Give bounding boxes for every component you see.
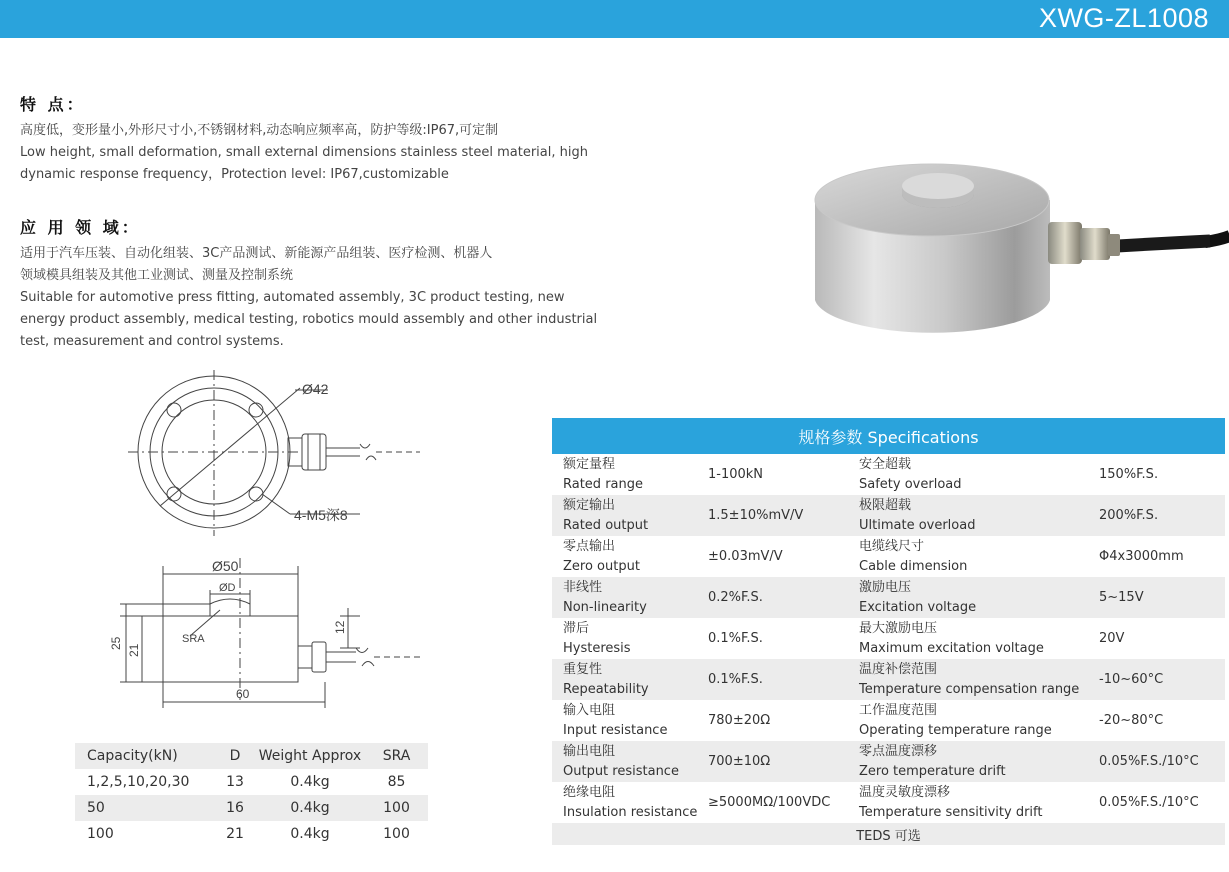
spec-right-label-cn: 极限超载	[859, 497, 912, 513]
col-capacity: Capacity(kN)	[75, 743, 215, 769]
features-line-cn: 高度低，变形量小,外形尺寸小,不锈钢材料,动态响应频率高，防护等级:IP67,可定制	[20, 123, 499, 138]
spec-left-label-en: Non-linearity	[563, 599, 647, 615]
cell: 21	[226, 826, 244, 842]
spec-right-label-en: Excitation voltage	[859, 599, 977, 615]
dim-dia-outer: Ø42	[302, 381, 329, 397]
spec-left-label-cn: 额定输出	[563, 497, 616, 513]
spec-right-label	[859, 536, 1099, 577]
spec-header	[552, 418, 1225, 454]
spec-right-label-en: Operating temperature range	[859, 722, 1052, 738]
dimension-table	[75, 743, 428, 847]
spec-left-value: 0.1%F.S.	[708, 659, 859, 700]
spec-left-label-en: Rated range	[563, 476, 643, 492]
spec-footer	[552, 823, 1225, 845]
spec-left-label-cn: 额定量程	[563, 456, 616, 472]
product-photo	[810, 150, 1229, 350]
spec-right-label	[859, 454, 1099, 495]
dim-h12: 12	[333, 620, 347, 634]
cell: 13	[226, 774, 244, 790]
spec-left-value: 1.5±10%mV/V	[708, 495, 859, 536]
dim-dia-body: Ø50	[212, 558, 239, 574]
spec-right-value: 200%F.S.	[1099, 495, 1225, 536]
spec-right-value: 0.05%F.S./10°C	[1099, 741, 1225, 782]
cell: 1,2,5,10,20,30	[87, 774, 190, 790]
features-line-en-1: Low height, small deformation, small external dimensions stainless steel material, high	[20, 145, 588, 160]
col-weight: Weight Approx	[255, 743, 365, 769]
table-row	[75, 821, 428, 847]
spec-body	[552, 454, 1225, 823]
table-row	[552, 454, 1225, 495]
spec-right-label	[859, 577, 1099, 618]
spec-right-label-en: Safety overload	[859, 476, 962, 492]
spec-right-label-cn: 工作温度范围	[859, 702, 938, 718]
table-row	[552, 577, 1225, 618]
spec-right-label-cn: 电缆线尺寸	[859, 538, 925, 554]
spec-right-value: 150%F.S.	[1099, 467, 1159, 482]
spec-right-label	[859, 782, 1099, 823]
applications-text	[20, 243, 597, 353]
spec-right-label-en: Temperature sensitivity drift	[859, 804, 1043, 820]
table-row	[552, 536, 1225, 577]
dim-dia-d: ØD	[219, 582, 236, 594]
applications-line-en-2: energy product assembly, medical testing, robotics mould assembly and other industrial	[20, 312, 598, 327]
dim-sra: SRA	[182, 633, 205, 645]
col-sra: SRA	[365, 743, 428, 769]
cell: 100	[365, 795, 428, 821]
features-title: 特 点：	[20, 95, 86, 114]
table-row	[552, 700, 1225, 741]
spec-right-label	[859, 741, 1099, 782]
spec-right-value: 5~15V	[1099, 577, 1225, 618]
spec-left-value: 0.2%F.S.	[708, 577, 859, 618]
spec-left-label	[552, 618, 708, 659]
spec-left-value: 0.1%F.S.	[708, 631, 763, 646]
spec-left-label-cn: 非线性	[563, 579, 603, 595]
spec-left-value: ±0.03mV/V	[708, 549, 783, 564]
cell: 85	[387, 774, 406, 790]
spec-right-label-en: Cable dimension	[859, 558, 968, 574]
spec-right-label	[859, 495, 1099, 536]
spec-left-label-en: Output resistance	[563, 763, 679, 779]
spec-left-label-cn: 输入电阻	[563, 702, 616, 718]
spec-right-label-cn: 温度补偿范围	[859, 661, 938, 677]
dimension-table-header	[75, 743, 428, 769]
spec-right-value: 20V	[1099, 631, 1125, 646]
spec-left-label-en: Insulation resistance	[563, 804, 698, 820]
spec-right-label	[859, 618, 1099, 659]
spec-footer-text: TEDS 可选	[552, 823, 1225, 845]
spec-right-label-en: Ultimate overload	[859, 517, 976, 533]
spec-left-label-cn: 零点输出	[563, 538, 616, 554]
spec-left-label	[552, 495, 708, 536]
dim-h21: 21	[127, 643, 141, 657]
spec-left-value: 780±20Ω	[708, 713, 771, 728]
spec-right-label-cn: 零点温度漂移	[859, 743, 938, 759]
spec-left-label-en: Rated output	[563, 517, 649, 533]
cell: 16	[215, 795, 255, 821]
spec-right-value: -20~80°C	[1099, 713, 1164, 728]
spec-right-value: 0.05%F.S./10°C	[1099, 795, 1199, 810]
applications-line-en-1: Suitable for automotive press fitting, automated assembly, 3C product testing, new	[20, 290, 565, 305]
spec-left-label-cn: 输出电阻	[563, 743, 616, 759]
cell: 50	[75, 795, 215, 821]
spec-left-label-cn: 滞后	[563, 620, 590, 636]
table-row	[552, 659, 1225, 700]
dim-w60: 60	[236, 687, 250, 701]
model-title: XWG-ZL1008	[1038, 3, 1209, 33]
spec-right-label	[859, 700, 1099, 741]
spec-right-label	[859, 659, 1099, 700]
table-row	[75, 769, 428, 795]
features-line-en-2: dynamic response frequency，Protection level: IP67,customizable	[20, 167, 449, 182]
spec-left-label	[552, 536, 708, 577]
spec-left-label	[552, 659, 708, 700]
col-d: D	[215, 743, 255, 769]
spec-right-label-cn: 温度灵敏度漂移	[859, 784, 951, 800]
table-row	[552, 741, 1225, 782]
spec-right-value: -10~60°C	[1099, 659, 1225, 700]
applications-line-cn-2: 领域模具组装及其他工业测试、测量及控制系统	[20, 268, 294, 283]
spec-left-label-en: Input resistance	[563, 722, 668, 738]
features-text	[20, 120, 588, 186]
table-row	[552, 495, 1225, 536]
spec-title: 规格参数 Specifications	[552, 418, 1225, 454]
spec-left-value: ≥5000MΩ/100VDC	[708, 795, 831, 810]
spec-left-label-en: Repeatability	[563, 681, 649, 697]
applications-line-cn-1: 适用于汽车压装、自动化组装、3C产品测试、新能源产品组装、医疗检测、机器人	[20, 246, 493, 261]
spec-right-label-cn: 最大激励电压	[859, 620, 938, 636]
table-row	[552, 782, 1225, 823]
cell: 0.4kg	[290, 826, 330, 842]
cell: 0.4kg	[255, 795, 365, 821]
dim-thread: 4-M5深8	[294, 507, 348, 523]
spec-right-label-cn: 激励电压	[859, 579, 912, 595]
dim-h25: 25	[109, 636, 123, 650]
applications-line-en-3: test, measurement and control systems.	[20, 334, 284, 349]
technical-drawing	[90, 368, 430, 718]
applications-title: 应 用 领 域：	[20, 218, 141, 237]
spec-left-label-en: Hysteresis	[563, 640, 631, 656]
spec-right-label-en: Zero temperature drift	[859, 763, 1006, 779]
header-bar	[0, 0, 1229, 38]
cell: 100	[87, 826, 114, 842]
spec-left-label	[552, 782, 708, 823]
spec-right-label-en: Maximum excitation voltage	[859, 640, 1044, 656]
table-row	[552, 618, 1225, 659]
spec-left-label-en: Zero output	[563, 558, 640, 574]
spec-left-value: 1-100kN	[708, 467, 764, 482]
spec-table	[552, 418, 1225, 845]
spec-left-label-cn: 重复性	[563, 661, 603, 677]
spec-left-label-cn: 绝缘电阻	[563, 784, 616, 800]
spec-right-label-cn: 安全超载	[859, 456, 912, 472]
spec-left-label	[552, 454, 708, 495]
table-row	[75, 795, 428, 821]
spec-right-label-en: Temperature compensation range	[859, 681, 1080, 697]
cell: 100	[383, 826, 410, 842]
spec-right-value: Φ4x3000mm	[1099, 549, 1184, 564]
spec-left-label	[552, 741, 708, 782]
spec-left-label	[552, 700, 708, 741]
cell: 0.4kg	[290, 774, 330, 790]
spec-left-label	[552, 577, 708, 618]
spec-left-value: 700±10Ω	[708, 741, 859, 782]
